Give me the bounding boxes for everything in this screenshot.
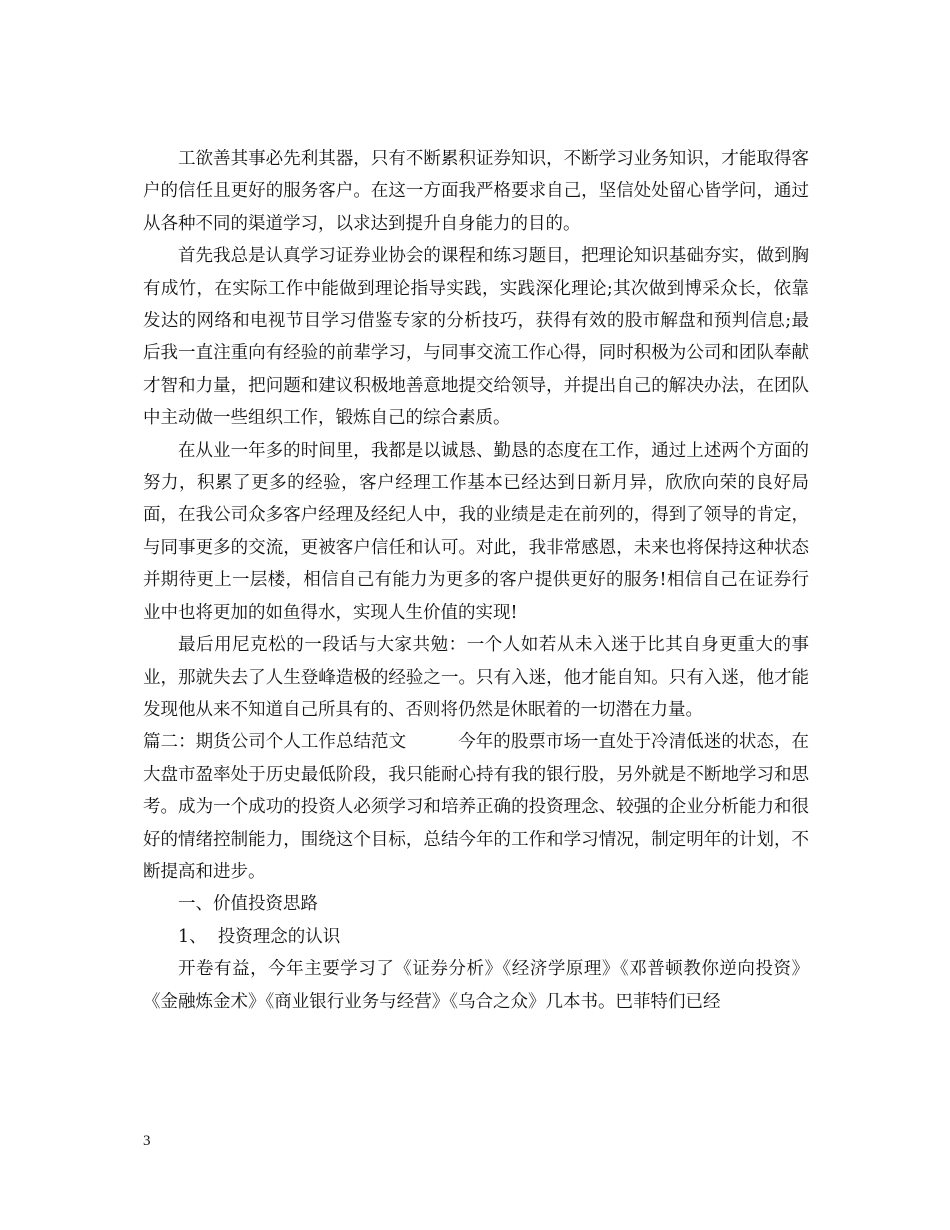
paragraph-results: 在从业一年多的时间里，我都是以诚恳、勤恳的态度在工作，通过上述两个方面的努力，积累了更多的经验，客户经理工作基本已经达到日新月异，欣欣向荣的良好局面，在我公司众多客户经理及经纪人中，我的业绩是走在前列的，得到了领导的肯定，与同事更多的交流，更被客户信任和认可。对此，我非常感恩，未来也将保持这种状态并期待更上一层楼，相信自己有能力为更多的客户提供更好的服务!相信自己在证券行业中也将更加的如鱼得水，实现人生价值的实现! <box>143 440 809 623</box>
paragraph-quote: 最后用尼克松的一段话与大家共勉：一个人如若从未入迷于比其自身更重大的事业，那就失去了人生登峰造极的经验之一。只有入迷，他才能自知。只有入迷，他才能发现他从来不知道自己所具有的、否则将仍然是休眠着的一切潜在力量。 <box>143 635 809 720</box>
document-body <box>143 143 809 1018</box>
page-number: 3 <box>143 1133 151 1149</box>
section-title: 篇二：期货公司个人工作总结范文 <box>143 732 407 753</box>
heading-investment-philosophy: 1、 投资理念的认识 <box>178 926 341 947</box>
paragraph-methods: 首先我总是认真学习证券业协会的课程和练习题目，把理论知识基础夯实，做到胸有成竹，在实际工作中能做到理论指导实践，实践深化理论;其次做到博采众长，依靠发达的网络和电视节目学习借鉴专家的分析技巧，获得有效的股市解盘和预判信息;最后我一直注重向有经验的前辈学习，与同事交流工作心得，同时积极为公司和团队奉献才智和力量，把问题和建议积极地善意地提交给领导，并提出自己的解决办法，在团队中主动做一些组织工作，锻炼自己的综合素质。 <box>143 246 809 429</box>
section-two <box>143 726 809 888</box>
heading-value-investing: 一、价值投资思路 <box>178 894 318 915</box>
paragraph-reading: 开卷有益，今年主要学习了《证券分析》《经济学原理》《邓普顿教你逆向投资》《金融炼金术》《商业银行业务与经营》《乌合之众》几本书。巴菲特们已经 <box>143 959 809 1012</box>
paragraph-learning: 工欲善其事必先利其器，只有不断累积证券知识，不断学习业务知识，才能取得客户的信任且更好的服务客户。在这一方面我严格要求自己，坚信处处留心皆学问，通过从各种不同的渠道学习，以求达到提升自身能力的目的。 <box>143 149 809 234</box>
section-intro: 今年的股票市场一直处于冷清低迷的状态，在大盘市盈率处于历史最低阶段，我只能耐心持有我的银行股，另外就是不断地学习和思考。成为一个成功的投资人必须学习和培养正确的投资理念、较强的企业分析能力和很好的情绪控制能力，围绕这个目标，总结今年的工作和学习情况，制定明年的计划，不断提高和进步。 <box>143 732 810 882</box>
